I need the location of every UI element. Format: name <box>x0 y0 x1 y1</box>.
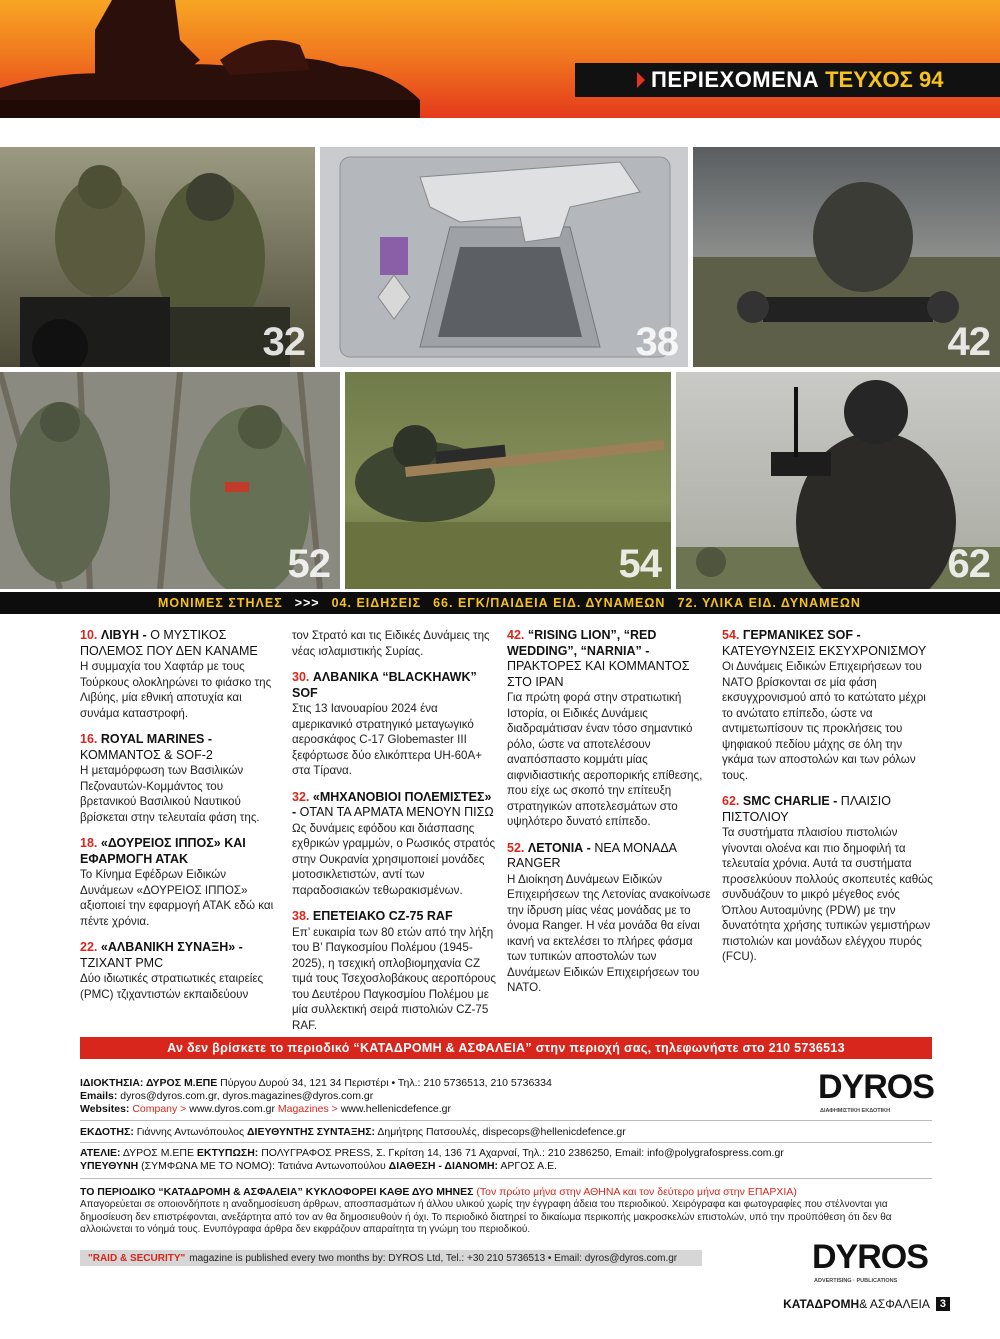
editor-text: Δημήτρης Πατσουλές, dispecops@hellenicdefence.gr <box>375 1126 626 1138</box>
magazines-label: Magazines > <box>275 1103 341 1115</box>
emails-label: Emails: <box>80 1090 118 1102</box>
arrow-right-icon <box>637 72 645 88</box>
article-page: 52. <box>507 840 525 855</box>
article-entry[interactable] <box>80 628 278 721</box>
article-subtitle: ΟΤΑΝ ΤΑ ΑΡΜΑΤΑ ΜΕΝΟΥΝ ΠΙΣΩ <box>296 805 494 819</box>
dyros-logo-tagline: ADVERTISING · PUBLICATIONS <box>814 1278 898 1284</box>
article-subtitle: ΠΡΑΚΤΟΡΕΣ ΚΑΙ ΚΟΜΜΑΝΤΟΣ ΣΤΟ ΙΡΑΝ <box>507 659 690 689</box>
article-entry[interactable] <box>80 732 278 825</box>
owner-label: ΙΔΙΟΚΤΗΣΙΑ: ΔΥΡΟΣ Μ.ΕΠΕ <box>80 1077 218 1089</box>
article-page: 22. <box>80 940 98 954</box>
imprint-editorial <box>80 1126 626 1139</box>
emails-text[interactable]: dyros@dyros.com.gr, dyros.magazines@dyros.com.gr <box>117 1090 374 1102</box>
article-page: 32. <box>292 789 310 804</box>
distribution-label: ΔΙΑΘΕΣΗ - ΔΙΑΝΟΜΗ: <box>388 1160 499 1172</box>
article-title: «ΔΟΥΡΕΙΟΣ ΙΠΠΟΣ» ΚΑΙ ΕΦΑΡΜΟΓΗ ΑΤΑΚ <box>80 836 246 866</box>
articles-column-3 <box>507 628 712 1007</box>
pistol-engraving-photo <box>320 147 688 367</box>
page-number: 54 <box>618 542 661 586</box>
article-title: «ΜΗΧΑΝΟΒΙΟΙ ΠΟΛΕΜΙΣΤΕΣ» - <box>292 789 492 819</box>
page-number: 62 <box>947 542 990 586</box>
article-summary: Οι Δυνάμεις Ειδικών Επιχειρήσεων του NATO βρίσκονται σε μία φάση εκσυγχρονισμού από το κατώτατο μέχρι το ανώτατο επίπεδο, ώστε να αντιμετωπίσουν τις προκλήσεις του ψηφιακού πεδίου μάχης σε όλη την γκάμα των αποστολών και των ρόλων τους. <box>722 660 926 782</box>
article-subtitle: ΠΛΑΙΣΙΟ ΠΙΣΤΟΛΙΟΥ <box>722 794 891 824</box>
print-text: ΠΟΛΥΓΡΑΦΟΣ PRESS, Σ. Γκρίτση 14, 136 71 Αχαρναί, Τηλ.: 210 2386250, Email: info@polygrafospress.com.gr <box>258 1147 784 1159</box>
responsible-paren: (ΣΥΜΦΩΝΑ ΜΕ ΤΟ ΝΟΜΟ): <box>138 1160 275 1172</box>
workshop-label: ΑΤΕΛΙΕ: <box>80 1147 121 1159</box>
regular-columns-bar <box>0 592 1000 614</box>
regular-columns-label: ΜΟΝΙΜΕΣ ΣΤΗΛΕΣ <box>158 596 283 610</box>
imprint-ownership <box>80 1077 800 1116</box>
article-summary-continued: τον Στρατό και τις Ειδικές Δυνάμεις της νέας ισλαμιστικής Συρίας. <box>292 629 490 658</box>
divider <box>80 1120 932 1121</box>
photo-page-38[interactable] <box>320 147 688 367</box>
issue-label: ΤΕΥΧΟΣ 94 <box>825 67 944 92</box>
responsible-text: Τατιάνα Αντωνοπούλου <box>274 1160 389 1172</box>
toc-title: ΠΕΡΙΕΧΟΜΕΝΑ <box>651 67 820 92</box>
article-page: 16. <box>80 732 98 746</box>
editor-label: ΔΙΕΥΘΥΝΤΗΣ ΣΥΝΤΑΞΗΣ: <box>247 1126 375 1138</box>
owner-text: Πύργου Δυρού 34, 121 34 Περιστέρι • Τηλ.: 210 5736513, 210 5736334 <box>217 1077 552 1089</box>
toc-title-bar <box>575 63 1000 97</box>
article-entry[interactable] <box>292 790 497 899</box>
divider <box>80 1142 932 1143</box>
article-summary: Επ’ ευκαιρία των 80 ετών από την λήξη του Β’ Παγκοσμίου Πολέμου (1945-2025), η τσεχική οπλοβιομηχανία CZ τιμά τους Τσεχοσλοβάκους αεροπόρους του Δευτέρου Παγκοσμίου Πολέμου με μία συλλεκτική σειρά πιστολιών CZ-75 RAF. <box>292 925 496 1032</box>
photo-page-62[interactable] <box>676 372 1000 589</box>
english-mag-text: magazine is published every two months by: DYROS Ltd, Tel.: +30 210 5736513 • Email: dyros@dyros.com.gr <box>189 1252 678 1264</box>
article-page: 42. <box>507 628 525 642</box>
footer-magazine-rest: & ΑΣΦΑΛΕΙΑ <box>859 1297 930 1311</box>
magazines-link[interactable]: www.hellenicdefence.gr <box>340 1103 451 1115</box>
header-banner <box>0 0 1000 118</box>
article-entry[interactable] <box>292 909 497 1033</box>
article-summary: Η Διοίκηση Δυνάμεων Ειδικών Επιχειρήσεων της Λετονίας ανακοίνωσε την ίδρυση μίας νέας μονάδας με το όνομα Ranger. Η νέα μονάδα θα είναι ικανή να εκτελέσει το πλήρες φάσμα των τυπικών αποστολών των Δυνάμεων Ειδικών Επιχειρήσεων του NATO. <box>507 872 711 994</box>
page-number: 38 <box>635 320 678 364</box>
availability-notice: Αν δεν βρίσκετε το περιοδικό “ΚΑΤΑΔΡΟΜΗ & ΑΣΦΑΛΕΙΑ” στην περιοχή σας, τηλεφωνήστε στο 210 5736513 <box>80 1037 932 1059</box>
photo-page-32[interactable] <box>0 147 315 367</box>
print-label: ΕΚΤΥΠΩΣΗ: <box>196 1147 259 1159</box>
article-entry[interactable] <box>80 940 278 1002</box>
article-title: ΛΕΤΟΝΙΑ - <box>527 840 591 855</box>
article-summary: Για πρώτη φορά στην στρατιωτική Ιστορία, οι Ειδικές Δυνάμεις διαδραμάτισαν έναν τόσο σημαντικό ρόλο, ώστε να αποτελέσουν αναπόσπαστο κομμάτι μίας αιφνιδιαστικής αεροπορικής επίθεσης, που είχε ως σκοπό την επίτευξη στρατηγικών αποτελεσμάτων στο υψηλότερο δυνατό επίπεδο. <box>507 691 703 828</box>
imprint-production <box>80 1147 784 1173</box>
article-entry[interactable] <box>507 841 712 996</box>
article-summary: Τα συστήματα πλαισίου πιστολιών γίνονται ολοένα και πιο δημοφιλή τα τελευταία χρόνια. Αυτά τα συστήματα προσελκύουν πολλούς σκοπευτές καθώς συνδυάζουν το μικρό μέγεθος ενός Όπλου Αυτοαμύνης (PDW) με την δυνατότητα χρήσης τυπικών γεμιστήρων πιστολιών και μονάδων ελέγχου πυρός (FCU). <box>722 826 933 963</box>
article-summary: Το Κίνημα Εφέδρων Ειδικών Δυνάμεων «ΔΟΥΡΕΙΟΣ ΙΠΠΟΣ» αξιοποιεί την εφαρμογή ΑΤΑΚ εδώ και πέντε χρόνια. <box>80 868 274 928</box>
article-title: ΓΕΡΜΑΝΙΚΕΣ SOF - <box>742 628 861 642</box>
article-continuation <box>292 628 497 659</box>
workshop-text: ΔΥΡΟΣ Μ.ΕΠΕ <box>120 1147 197 1159</box>
publisher-label: ΕΚΔΟΤΗΣ: <box>80 1126 134 1138</box>
photo-page-54[interactable] <box>345 372 671 589</box>
articles-column-4 <box>722 628 934 976</box>
article-page: 54. <box>722 628 740 642</box>
articles-column-1 <box>80 628 278 1013</box>
article-summary: Η συμμαχία του Χαφτάρ με τους Τούρκους ολοκληρώνει το φιάσκο της Λιβύης, μία εθνική αποτυχία και συνάμα καταστροφή. <box>80 660 272 720</box>
article-summary: Στις 13 Ιανουαρίου 2024 ένα αμερικανικό στρατηγικό μεταγωγικό αεροσκάφος C-17 Globemaster III ξεφόρτωσε δύο ελικόπτερα UH-60A+ στα Τίρανα. <box>292 702 482 777</box>
page-number: 52 <box>287 542 330 586</box>
dyros-logo-tagline: ΔΙΑΦΗΜΙΣΤΙΚΗ ΕΚΔΟΤΙΚΗ <box>820 1108 891 1114</box>
articles-column-2 <box>292 628 497 1044</box>
article-page: 30. <box>292 670 310 684</box>
article-title: ΕΠΕΤΕΙΑΚΟ CZ-75 RAF <box>312 909 453 923</box>
article-page: 18. <box>80 836 98 850</box>
article-title: SMC CHARLIE - <box>742 794 838 808</box>
company-link[interactable]: www.dyros.com.gr <box>189 1103 276 1115</box>
regular-column-item[interactable]: 66. ΕΓΚ/ΠΑΙΔΕΙΑ ΕΙΔ. ΔΥΝΑΜΕΩΝ <box>433 596 666 610</box>
article-page: 62. <box>722 794 740 808</box>
article-subtitle: ΚΑΤΕΥΘΥΝΣΕΙΣ ΕΚΣΥΧΡΟΝΙΣΜΟΥ <box>722 643 927 658</box>
websites-label: Websites: <box>80 1103 130 1115</box>
page-footer <box>783 1297 950 1311</box>
article-title: ROYAL MARINES - <box>100 732 213 746</box>
article-summary: Δύο ιδιωτικές στρατιωτικές εταιρείες (PMC) τζιχαντιστών εκπαιδεύουν <box>80 972 264 1001</box>
english-publisher-bar <box>80 1250 702 1266</box>
article-subtitle: ΚΟΜΜΑΝΤΟΣ & SOF-2 <box>80 747 213 762</box>
regular-column-item[interactable]: 04. ΕΙΔΗΣΕΙΣ <box>331 596 422 610</box>
article-entry[interactable] <box>722 794 934 965</box>
dyros-logo-bottom <box>812 1238 928 1284</box>
article-summary: Η μεταμόρφωση των Βασιλικών Πεζοναυτών-Κομμάντος του βρετανικού Βασιλικού Ναυτικού βρίσκεται στην τελευταία φάση της. <box>80 764 260 824</box>
distribution-text: ΑΡΓΟΣ Α.Ε. <box>498 1160 558 1172</box>
soldier-silhouette-icon <box>0 0 420 118</box>
imprint-legal <box>80 1186 932 1237</box>
photo-page-42[interactable] <box>693 147 1000 367</box>
footer-magazine-bold: ΚΑΤΑΔΡΟΜΗ <box>783 1297 860 1311</box>
company-label: Company > <box>129 1103 190 1115</box>
article-entry[interactable] <box>292 670 497 779</box>
article-title: ΛΙΒΥΗ - <box>100 628 147 642</box>
article-subtitle: ΝΕΑ ΜΟΝΑΔΑ RANGER <box>507 840 677 870</box>
english-mag-label: "RAID & SECURITY" <box>88 1252 186 1264</box>
footer-page-number: 3 <box>936 1297 950 1311</box>
divider <box>80 1178 932 1179</box>
article-subtitle: ΤΖΙΧΑΝΤ PMC <box>80 955 164 970</box>
article-title: ΑΛΒΑΝΙΚΑ “BLACKHAWK” SOF <box>292 670 477 700</box>
page-number: 32 <box>262 320 305 364</box>
article-page: 38. <box>292 909 310 923</box>
dyros-logo-text: DYROS <box>812 1238 928 1276</box>
legal-text: Απαγορεύεται σε οποιονδήποτε η αναδημοσίευση άρθρων, αποσπασμάτων ή άλλου υλικού χωρίς την έγγραφη άδεια του περιοδικού. Χειρόγραφα και φωτογραφίες που στέλνονται για δημοσίευση δεν επιστρέφονται, ανεξάρτητα από τον αν θα δημοσιευθούν ή όχι. Το περιοδικό διατηρεί το δικαίωμα περικοπής μακροσκελών επιστολών, υπό την προϋπόθεση ότι δεν θα αλλοιώνεται το νόημά τους. Ενυπόγραφα άρθρα δεν εκφράζουν απαραίτητα τη γνώμη του περιοδικού. <box>80 1199 892 1235</box>
photo-page-52[interactable] <box>0 372 340 589</box>
article-page: 10. <box>80 628 98 642</box>
publisher-text: Γιάννης Αντωνόπουλος <box>133 1126 247 1138</box>
responsible-label: ΥΠΕΥΘΥΝΗ <box>80 1160 139 1172</box>
article-title: “RISING LION”, “RED WEDDING”, “NARNIA” - <box>507 628 657 658</box>
article-subtitle: Ο ΜΥΣΤΙΚΟΣ ΠΟΛΕΜΟΣ ΠΟΥ ΔΕΝ ΚΑΝΑΜΕ <box>80 628 258 658</box>
dyros-logo-text: DYROS <box>818 1068 934 1106</box>
article-entry[interactable] <box>722 628 934 783</box>
regular-column-item[interactable]: 72. ΥΛΙΚΑ ΕΙΔ. ΔΥΝΑΜΕΩΝ <box>677 596 861 610</box>
page-number: 42 <box>947 320 990 364</box>
dyros-logo-top <box>818 1068 934 1114</box>
arrows-separator: >>> <box>294 596 320 610</box>
article-summary: Ως δυνάμεις εφόδου και διάσπασης εχθρικών γραμμών, ο Ρωσικός στρατός στην Ουκρανία χρησιμοποιεί μονάδες μοτοσικλετιστών, αντί των παραδοσιακών τεθωρακισμένων. <box>292 821 496 897</box>
article-title: «ΑΛΒΑΝΙΚΗ ΣΥΝΑΞΗ» - <box>100 940 243 954</box>
article-entry[interactable] <box>80 836 278 929</box>
frequency-note: (Τον πρώτο μήνα στην ΑΘΗΝΑ και τον δεύτερο μήνα στην ΕΠΑΡΧΙΑ) <box>473 1186 797 1198</box>
article-entry[interactable] <box>507 628 712 830</box>
frequency-label: ΤΟ ΠΕΡΙΟΔΙΚΟ “ΚΑΤΑΔΡΟΜΗ & ΑΣΦΑΛΕΙΑ” ΚΥΚΛΟΦΟΡΕΙ ΚΑΘΕ ΔΥΟ ΜΗΝΕΣ <box>80 1186 474 1198</box>
